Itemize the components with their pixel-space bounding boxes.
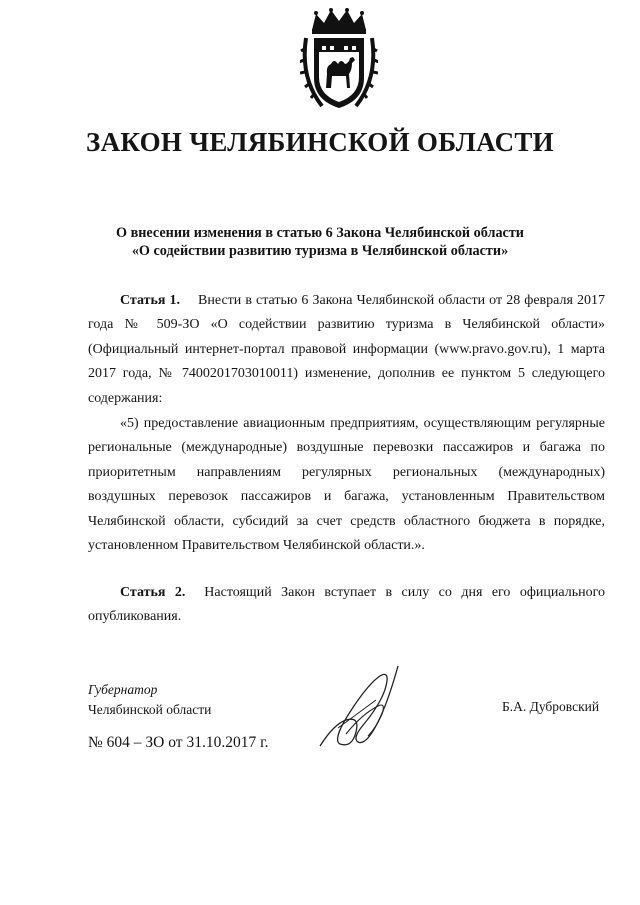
signatory-title bbox=[88, 680, 211, 720]
article-2-label: Статья 2. bbox=[120, 585, 186, 600]
subtitle-line-2: «О содействии развитию туризма в Челябинской области» bbox=[131, 243, 509, 259]
law-subtitle bbox=[0, 224, 640, 260]
article-1-label: Статья 1. bbox=[120, 293, 181, 308]
law-number-and-date: № 604 – ЗО от 31.10.2017 г. bbox=[88, 734, 269, 751]
chelyabinsk-coat-of-arms-icon bbox=[300, 8, 378, 113]
article-2 bbox=[88, 581, 605, 630]
article-1-line: содержания: bbox=[88, 390, 163, 406]
article-1-line: (Официальный интернет-портал правовой информации (www.pravo.gov.ru), 1 марта bbox=[88, 341, 605, 357]
signatory-title-line-2: Челябинской области bbox=[88, 702, 212, 717]
amendment-line: Челябинской области, субсидий за счет средств областного бюджета в порядке, bbox=[88, 513, 605, 529]
article-1-line: Статья 1. Внести в статью 6 Закона Челябинской области от 28 февраля 2017 bbox=[120, 293, 606, 308]
article-2-line: Статья 2. Настоящий Закон вступает в силу со дня его официального bbox=[120, 585, 606, 600]
amendment-line: региональные (международные) воздушные перевозки пассажиров и багажа по bbox=[88, 440, 605, 456]
amendment-line: установленном Правительством Челябинской области.». bbox=[88, 538, 425, 554]
subtitle-line-1: О внесении изменения в статью 6 Закона Челябинской области bbox=[116, 225, 524, 241]
article-1-line: 2017 года, № 7400201703010011) изменение, дополнив ее пунктом 5 следующего bbox=[88, 366, 605, 382]
article-1-line: года № 509-ЗО «О содействии развитию туризма в Челябинской области» bbox=[88, 317, 605, 333]
amendment-text bbox=[88, 412, 605, 558]
article-1 bbox=[88, 289, 605, 411]
handwritten-signature-icon bbox=[316, 662, 406, 758]
law-title: ЗАКОН ЧЕЛЯБИНСКОЙ ОБЛАСТИ bbox=[86, 127, 554, 157]
article-2-line: опубликования. bbox=[88, 609, 182, 625]
signatory-name: Б.А. Дубровский bbox=[502, 699, 600, 714]
signatory-title-line-1: Губернатор bbox=[88, 682, 158, 697]
amendment-line: «5) предоставление авиационным предприятиям, осуществляющим регулярные bbox=[120, 416, 605, 431]
amendment-line: приоритетным направлениям регулярных региональных (международных) bbox=[88, 464, 605, 480]
amendment-line: воздушных перевозок пассажиров и багажа, установленным Правительством bbox=[88, 489, 605, 505]
